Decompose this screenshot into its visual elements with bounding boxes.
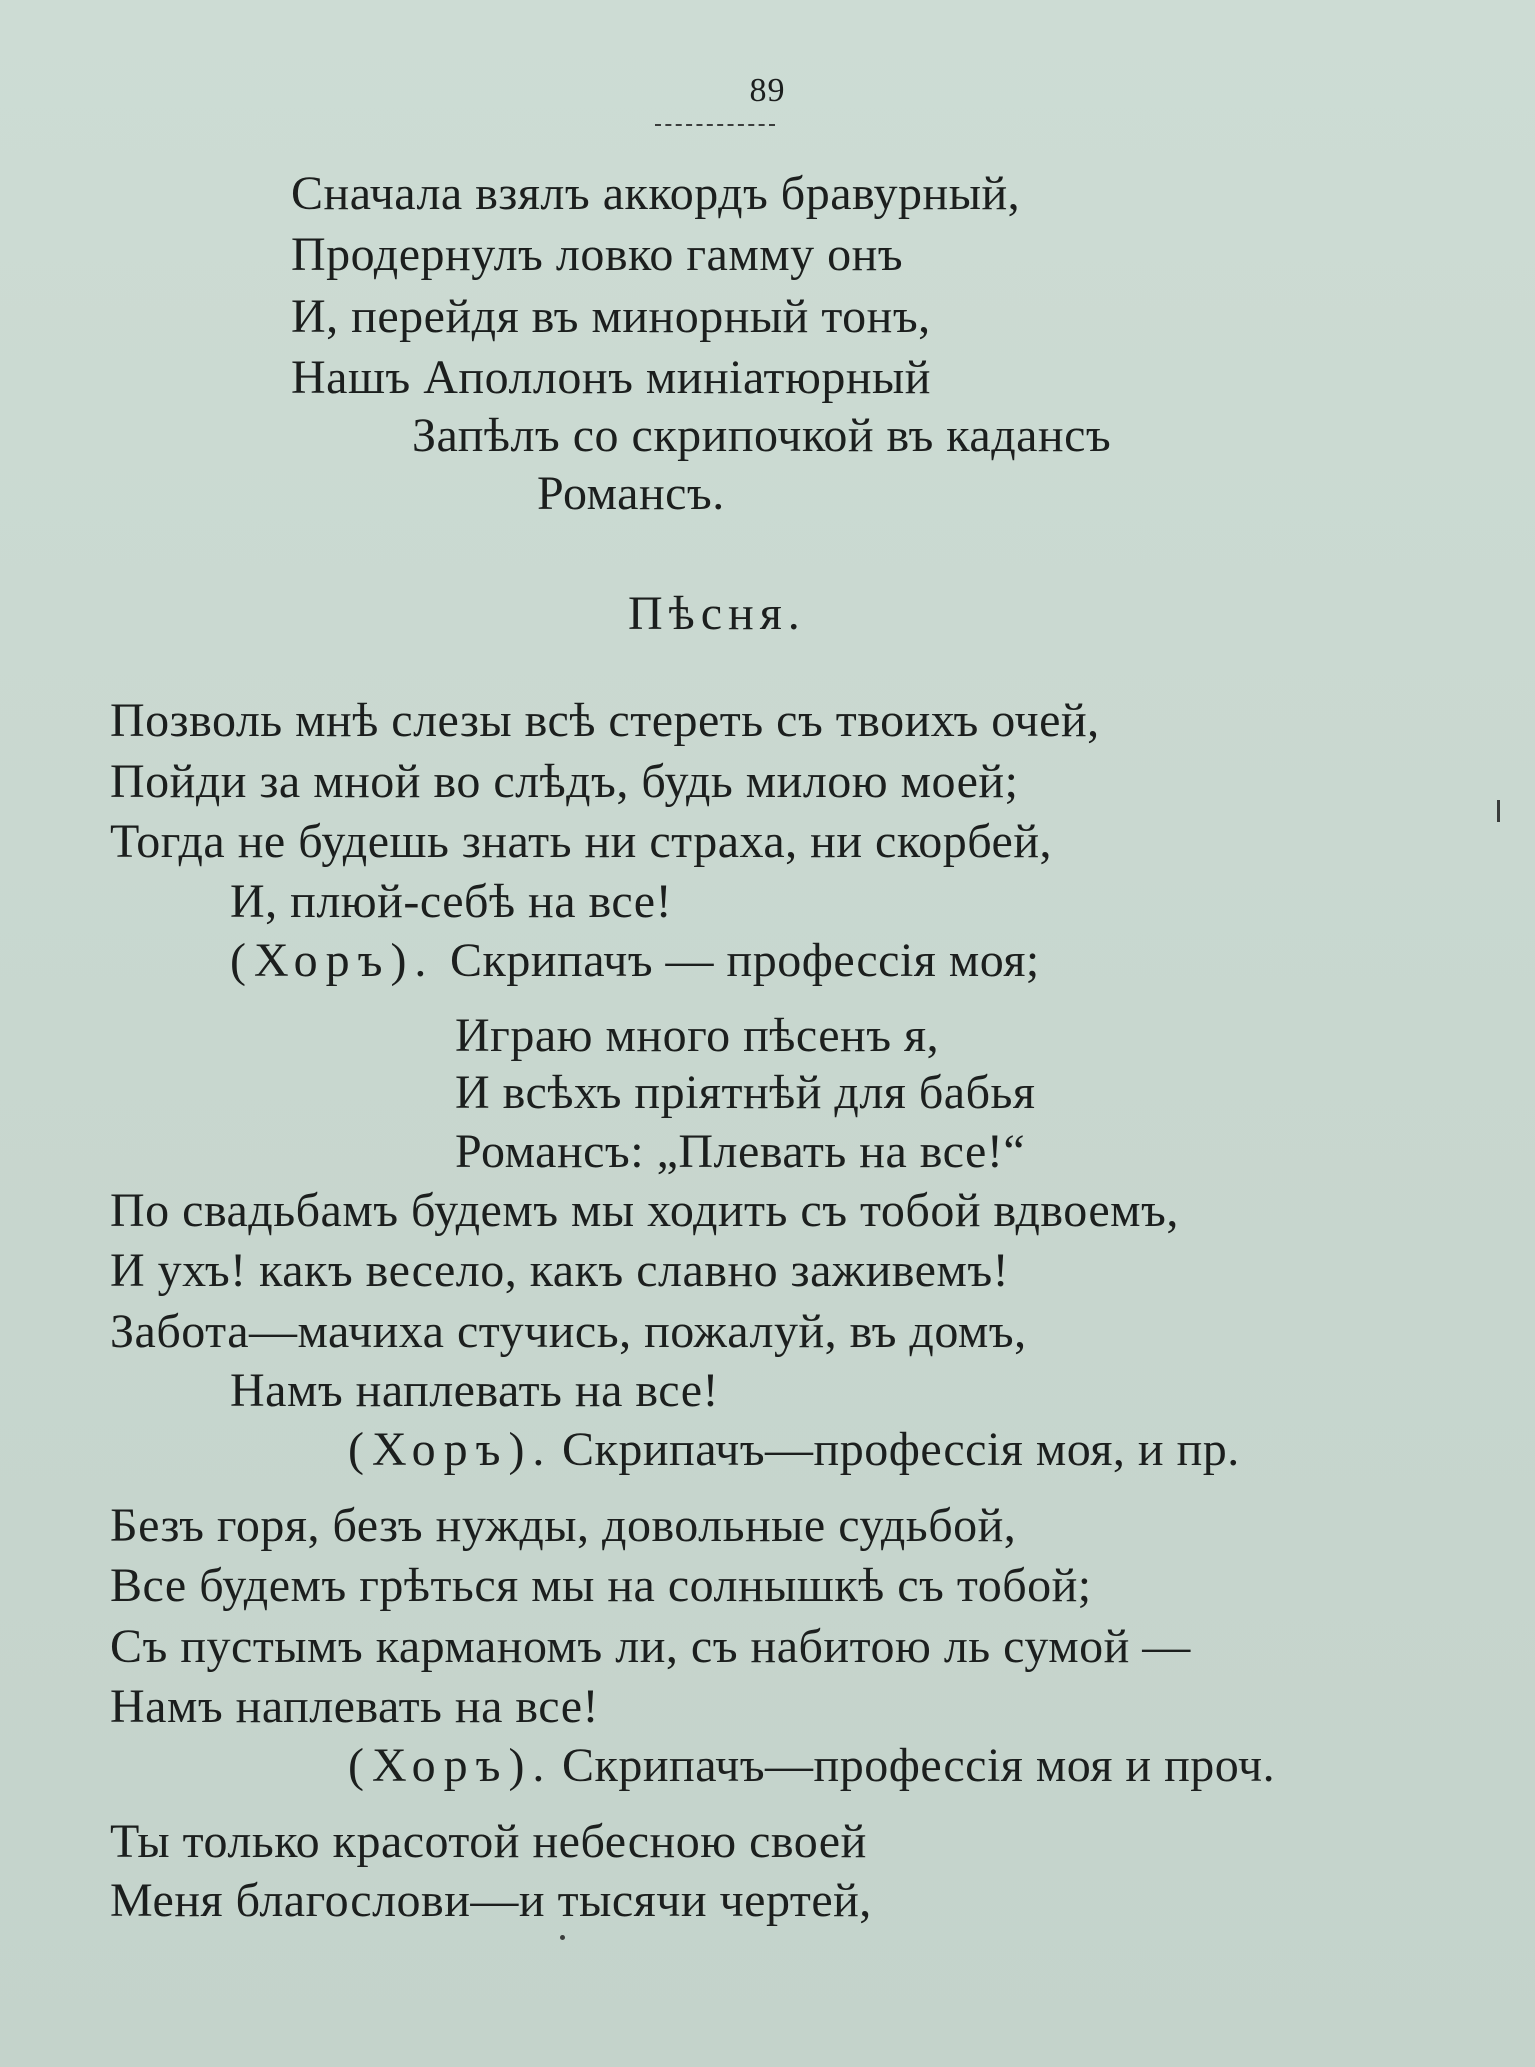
stanza1-line: И, перейдя въ минорный тонъ, <box>291 290 931 343</box>
margin-mark <box>1497 800 1500 822</box>
verse1-line: И, плюй-себѣ на все! <box>230 875 673 928</box>
stanza1-line: Продернулъ ловко гамму онъ <box>291 228 904 281</box>
stanza1-line: Романсъ. <box>537 467 725 520</box>
verse3-line: Съ пустымъ карманомъ ли, съ набитою ль сумой — <box>110 1620 1191 1673</box>
chorus2-label: (Хоръ). <box>348 1423 553 1476</box>
verse1-line: Позволь мнѣ слезы всѣ стереть съ твоихъ очей, <box>110 694 1100 747</box>
verse2-line: Забота—мачиха стучись, пожалуй, въ домъ, <box>110 1305 1027 1358</box>
refrain-line: Романсъ: „Плевать на все!“ <box>455 1125 1026 1178</box>
chorus1-label: (Хоръ). <box>230 934 435 987</box>
chorus3-text: Скрипачъ—профессія моя и проч. <box>562 1739 1276 1792</box>
verse3-line: Все будемъ грѣться мы на солнышкѣ съ тобой; <box>110 1559 1092 1612</box>
verse4-line: Меня благослови—и тысячи чертей, <box>110 1874 872 1927</box>
verse2-line: И ухъ! какъ весело, какъ славно заживемъ! <box>110 1244 1010 1297</box>
stanza1-line: Нашъ Аполлонъ миніатюрный <box>291 351 931 404</box>
stanza1-line: Запѣлъ со скрипочкой въ кадансъ <box>412 409 1112 462</box>
song-title: Пѣсня. <box>628 587 806 640</box>
chorus3-label: (Хоръ). <box>348 1739 553 1792</box>
chorus1-text: Скрипачъ — профессія моя; <box>450 934 1040 987</box>
verse1-line: Пойди за мной во слѣдъ, будь милою моей; <box>110 755 1019 808</box>
stanza1-line: Сначала взялъ аккордъ бравурный, <box>291 167 1021 220</box>
verse1-line: Тогда не будешь знать ни страха, ни скорбей, <box>110 815 1053 868</box>
verse3-line: Намъ наплевать на все! <box>110 1680 599 1733</box>
ink-speck <box>560 1935 565 1940</box>
verse3-line: Безъ горя, безъ нужды, довольные судьбой, <box>110 1499 1017 1552</box>
refrain-line: И всѣхъ пріятнѣй для бабья <box>455 1066 1036 1119</box>
page-number: 89 <box>749 72 786 109</box>
verse2-line: Намъ наплевать на все! <box>230 1364 719 1417</box>
chorus2-text: Скрипачъ—профессія моя, и пр. <box>562 1423 1240 1476</box>
page-number-rule <box>655 124 775 126</box>
verse4-line: Ты только красотой небесною своей <box>110 1815 867 1868</box>
refrain-line: Играю много пѣсенъ я, <box>455 1009 940 1062</box>
verse2-line: По свадьбамъ будемъ мы ходить съ тобой вдвоемъ, <box>110 1184 1179 1237</box>
